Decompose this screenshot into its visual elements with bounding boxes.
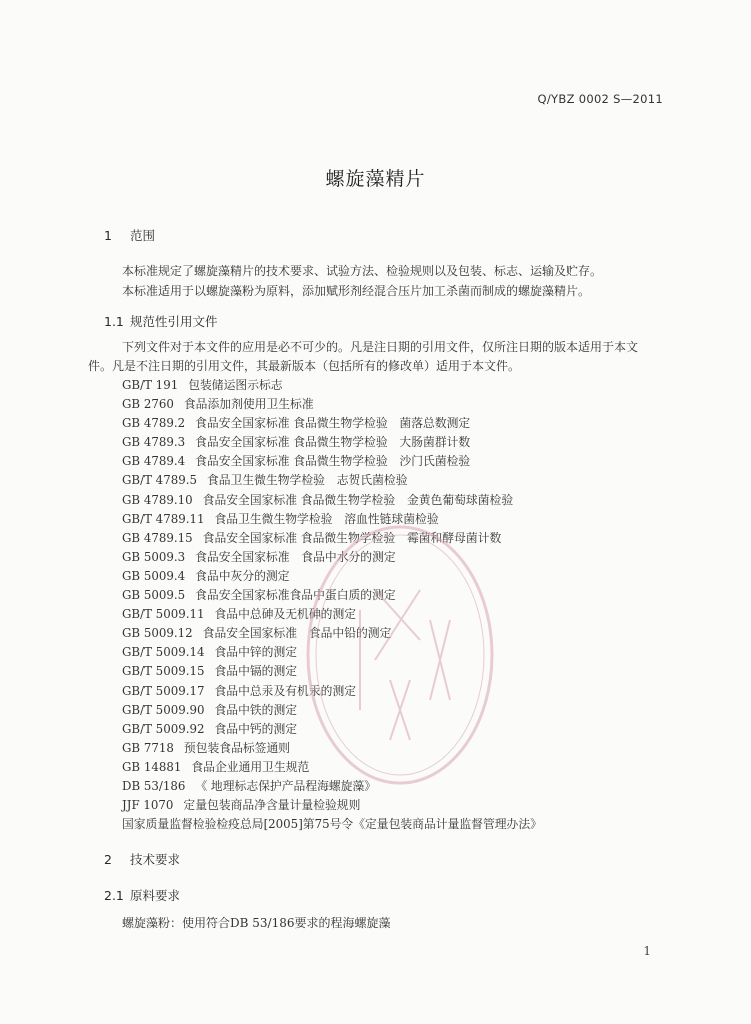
ref-item xyxy=(122,414,682,433)
ref-code: JJF 1070 xyxy=(122,798,174,813)
ref-name: 食品中锌的测定 xyxy=(214,645,298,660)
section-number: 1.1 xyxy=(104,314,124,329)
ref-item xyxy=(122,395,682,414)
ref-name: 食品安全国家标准 食品中铅的测定 xyxy=(202,626,392,641)
ref-code: GB/T 4789.5 xyxy=(122,473,197,488)
ref-name: 食品安全国家标准 食品微生物学检验 金黄色葡萄球菌检验 xyxy=(202,492,514,507)
section-title: 规范性引用文件 xyxy=(130,314,218,329)
ref-code: GB 2760 xyxy=(122,397,174,412)
ref-item xyxy=(122,586,682,605)
ref-item xyxy=(122,682,682,701)
normative-refs-intro-line-1: 下列文件对于本文件的应用是必不可少的。凡是注日期的引用文件，仅所注日期的版本适用于本文 xyxy=(122,340,639,354)
section-number: 2.1 xyxy=(104,888,124,903)
ref-name: 国家质量监督检验检疫总局[2005]第75号令《定量包装商品计量监督管理办法》 xyxy=(122,817,542,832)
ref-item xyxy=(122,376,682,395)
section-raw-material-heading xyxy=(104,886,180,904)
scope-paragraph-1: 本标准规定了螺旋藻精片的技术要求、试验方法、检验规则以及包装、标志、运输及贮存。 xyxy=(122,264,603,278)
ref-name: 食品卫生微生物学检验 志贺氏菌检验 xyxy=(206,473,408,488)
ref-code: GB 5009.12 xyxy=(122,626,193,641)
section-number: 1 xyxy=(104,228,112,243)
ref-item xyxy=(122,701,682,720)
ref-item xyxy=(122,529,682,548)
ref-name: 食品中铁的测定 xyxy=(214,702,298,717)
ref-item xyxy=(122,491,682,510)
normative-refs-list xyxy=(122,376,682,834)
standard-code: Q/YBZ 0002 S—2011 xyxy=(537,92,663,106)
ref-code: DB 53/186 xyxy=(122,778,186,793)
ref-name: 食品中总砷及无机砷的测定 xyxy=(214,607,357,622)
section-normative-refs-heading xyxy=(104,312,218,330)
document-title: 螺旋藻精片 xyxy=(325,168,426,190)
scope-paragraph-2: 本标准适用于以螺旋藻粉为原料，添加赋形剂经混合压片加工杀菌而制成的螺旋藻精片。 xyxy=(122,284,591,298)
ref-item xyxy=(122,796,682,815)
normative-refs-intro-line-2: 件。凡是不注日期的引用文件，其最新版本（包括所有的修改单）适用于本文件。 xyxy=(88,359,521,373)
ref-code: GB/T 5009.92 xyxy=(122,721,205,736)
ref-name: 《 地理标志保护产品程海螺旋藻》 xyxy=(195,778,377,793)
ref-code: GB 5009.4 xyxy=(122,568,186,583)
ref-name: 包装储运图示标志 xyxy=(188,378,283,392)
ref-name: 食品企业通用卫生规范 xyxy=(191,759,310,774)
ref-name: 定量包装商品净含量计量检验规则 xyxy=(183,798,361,813)
ref-code: GB 4789.15 xyxy=(122,530,193,545)
ref-item xyxy=(122,605,682,624)
ref-name: 食品中总汞及有机汞的测定 xyxy=(214,683,357,698)
section-tech-req-heading xyxy=(104,850,180,868)
section-scope-heading xyxy=(104,226,155,244)
ref-name: 食品添加剂使用卫生标准 xyxy=(183,397,314,412)
page-number: 1 xyxy=(643,944,651,958)
ref-name: 食品卫生微生物学检验 溶血性链球菌检验 xyxy=(214,511,439,526)
ref-code: GB 4789.3 xyxy=(122,435,186,450)
ref-code: GB/T 5009.17 xyxy=(122,683,205,698)
ref-code: GB 4789.10 xyxy=(122,492,193,507)
ref-item xyxy=(122,758,682,777)
ref-item xyxy=(122,452,682,471)
ref-name: 食品中灰分的测定 xyxy=(195,568,290,583)
ref-item xyxy=(122,662,682,681)
ref-name: 食品中镉的测定 xyxy=(214,664,298,679)
ref-code: GB 7718 xyxy=(122,740,174,755)
ref-item xyxy=(122,643,682,662)
section-title: 技术要求 xyxy=(130,852,181,867)
ref-code: GB/T 4789.11 xyxy=(122,511,205,526)
ref-code: GB/T 5009.90 xyxy=(122,702,205,717)
ref-item xyxy=(122,471,682,490)
ref-code: GB 4789.2 xyxy=(122,416,186,431)
ref-item xyxy=(122,548,682,567)
ref-code: GB 14881 xyxy=(122,759,182,774)
ref-name: 食品安全国家标准食品中蛋白质的测定 xyxy=(195,588,396,603)
section-title: 原料要求 xyxy=(130,888,181,903)
ref-item xyxy=(122,624,682,643)
ref-name: 食品安全国家标准 食品微生物学检验 霉菌和酵母菌计数 xyxy=(202,530,502,545)
section-title: 范围 xyxy=(130,228,156,243)
ref-code: GB/T 191 xyxy=(122,378,179,392)
ref-name: 食品安全国家标准 食品微生物学检验 菌落总数测定 xyxy=(195,416,471,431)
ref-item xyxy=(122,815,682,834)
ref-item xyxy=(122,777,682,796)
raw-material-text: 螺旋藻粉：使用符合DB 53/186要求的程海螺旋藻 xyxy=(122,916,391,930)
section-number: 2 xyxy=(104,852,112,867)
ref-code: GB/T 5009.14 xyxy=(122,645,205,660)
ref-item xyxy=(122,739,682,758)
ref-code: GB/T 5009.11 xyxy=(122,607,205,622)
ref-name: 食品安全国家标准 食品微生物学检验 沙门氏菌检验 xyxy=(195,454,471,469)
ref-code: GB 5009.5 xyxy=(122,588,186,603)
ref-code: GB/T 5009.15 xyxy=(122,664,205,679)
ref-code: GB 4789.4 xyxy=(122,454,186,469)
ref-item xyxy=(122,567,682,586)
ref-code: GB 5009.3 xyxy=(122,549,186,564)
ref-item xyxy=(122,720,682,739)
ref-name: 食品安全国家标准 食品微生物学检验 大肠菌群计数 xyxy=(195,435,471,450)
ref-name: 食品中钙的测定 xyxy=(214,721,298,736)
ref-item xyxy=(122,433,682,452)
ref-name: 预包装食品标签通则 xyxy=(183,740,291,755)
ref-name: 食品安全国家标准 食品中水分的测定 xyxy=(195,549,396,564)
ref-item xyxy=(122,510,682,529)
